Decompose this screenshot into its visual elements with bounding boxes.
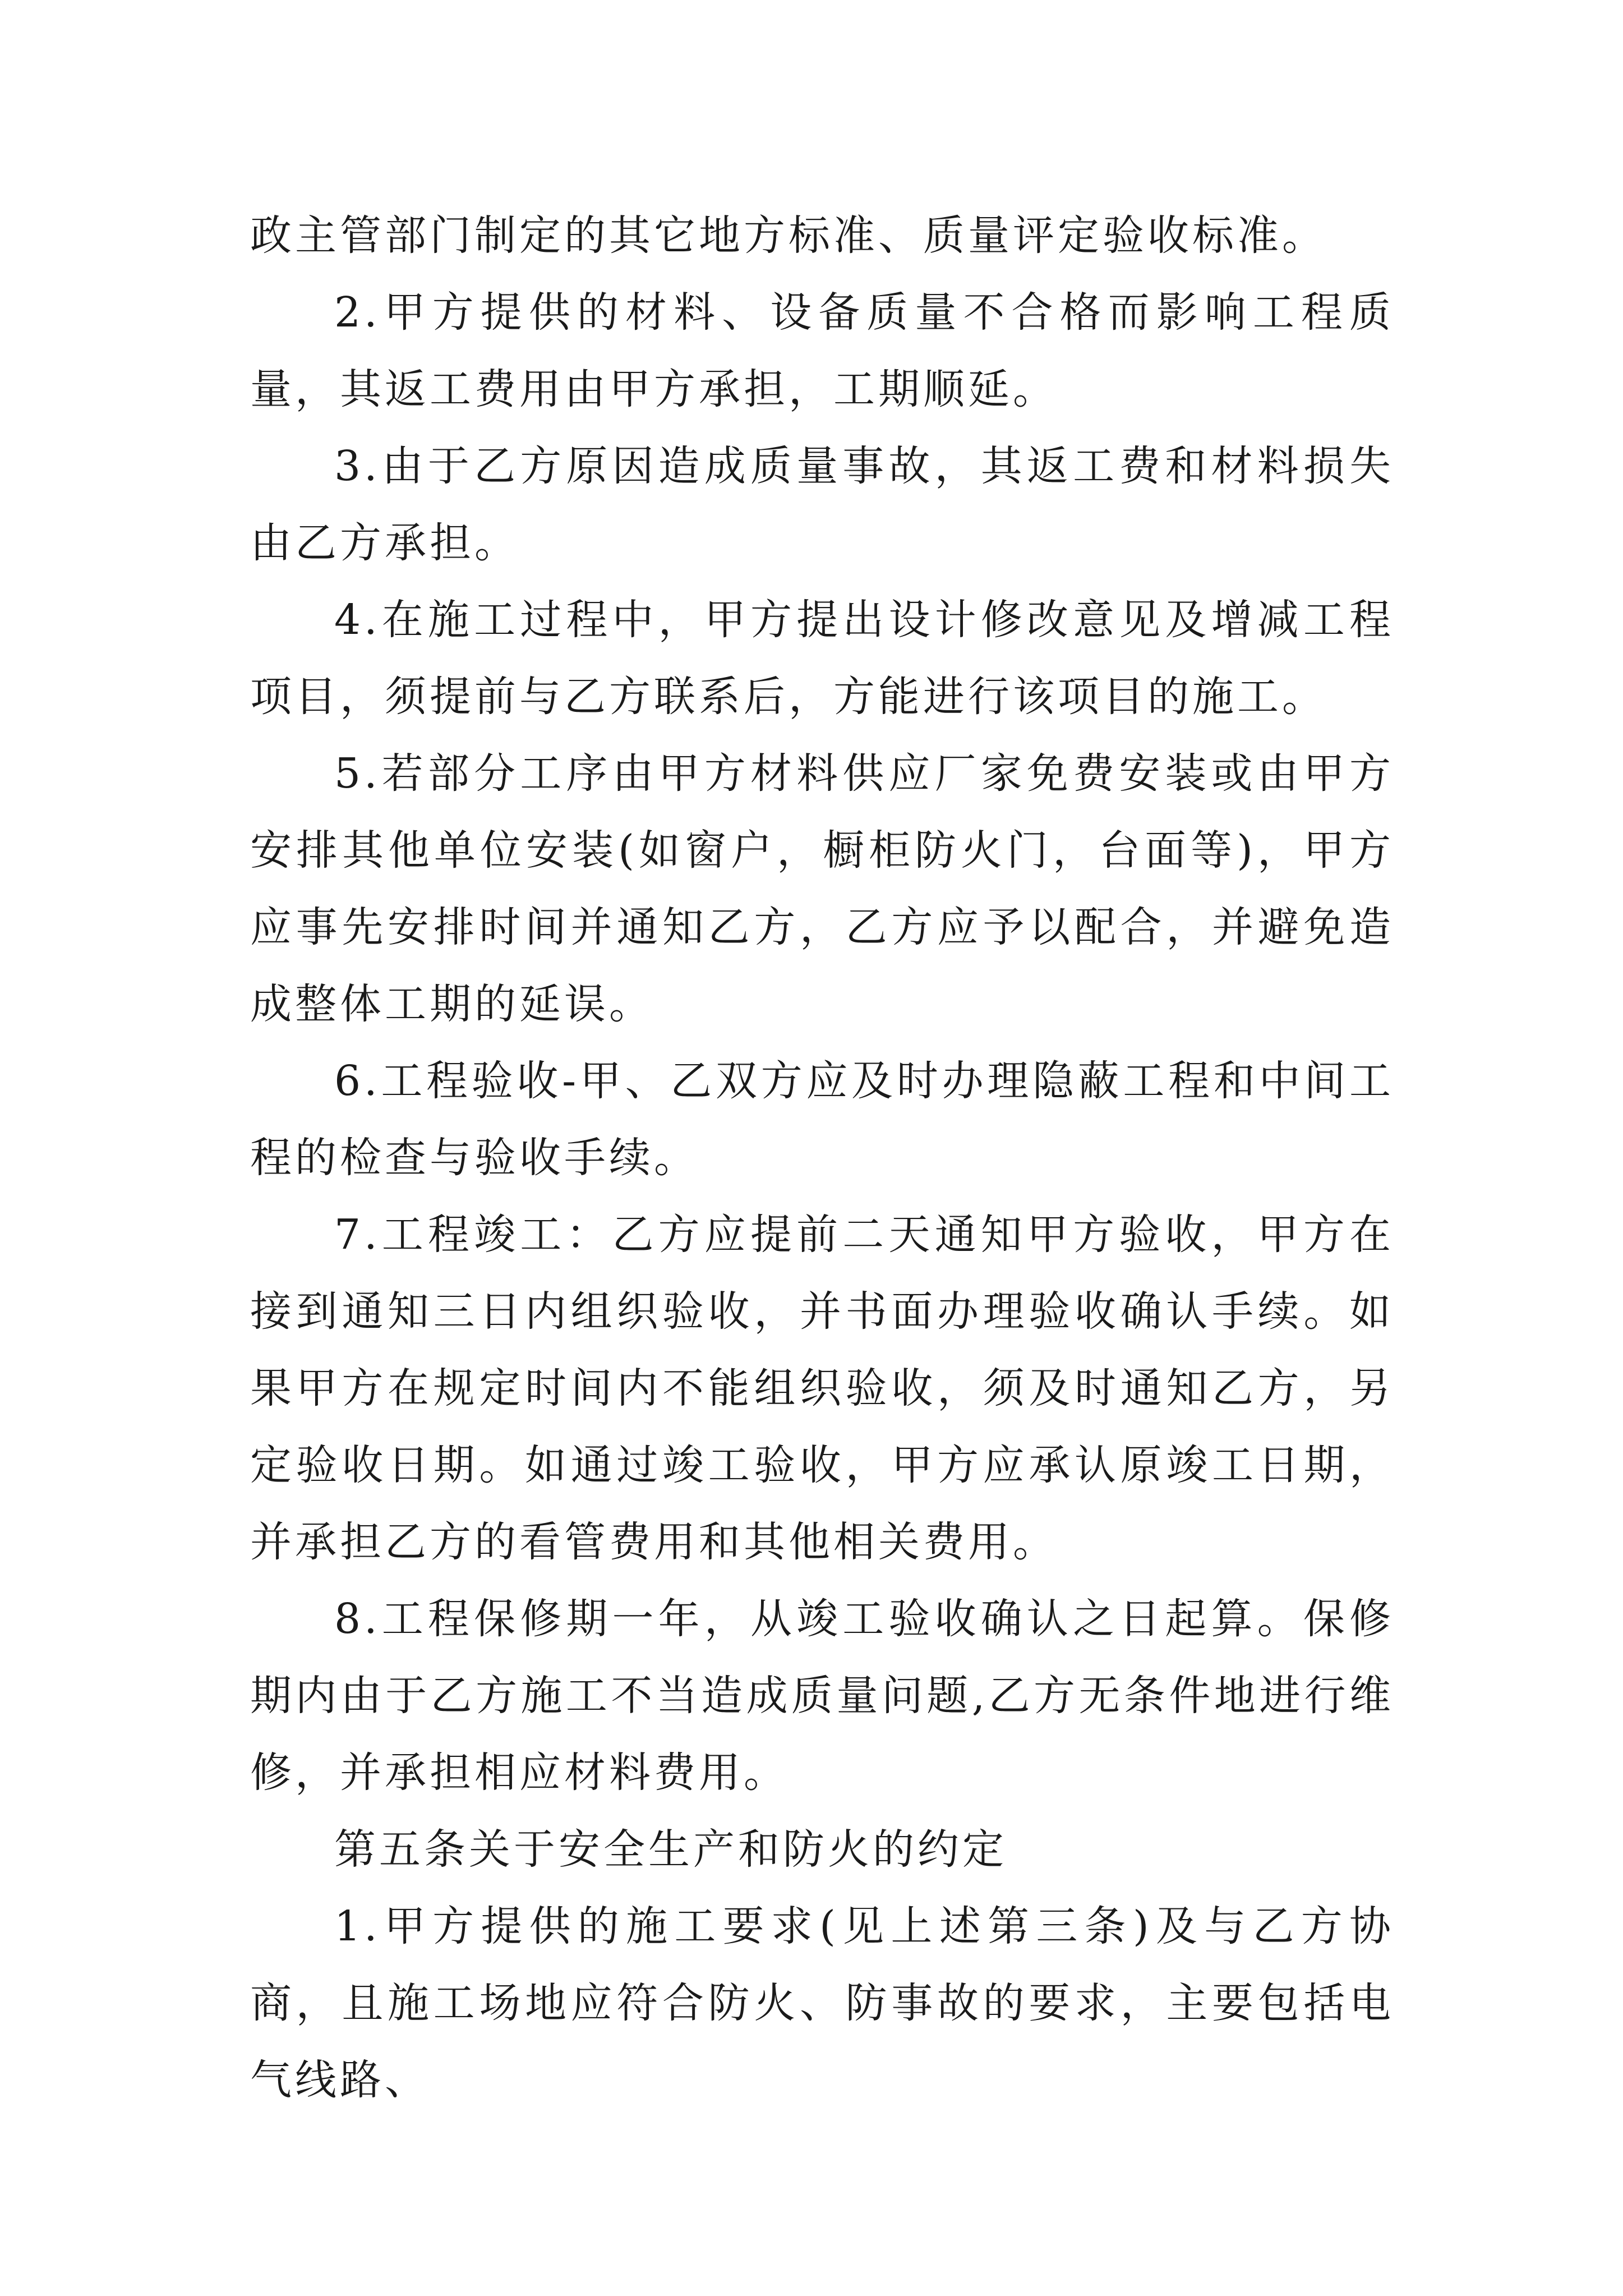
paragraph-7: 7.工程竣工：乙方应提前二天通知甲方验收，甲方在接到通知三日内组织验收，并书面办理验收确认手续。如果甲方在规定时间内不能组织验收，须及时通知乙方，另定验收日期。如通过竣工验收，甲方应承认原竣工日期，并承担乙方的看管费用和其他相关费用。 (250, 1211, 1394, 1566)
paragraph-8: 8.工程保修期一年，从竣工验收确认之日起算。保修期内由于乙方施工不当造成质量问题,乙方无条件地进行维修，并承担相应材料费用。 (250, 1595, 1394, 1797)
paragraph-10: 1.甲方提供的施工要求(见上述第三条)及与乙方协商，且施工场地应符合防火、防事故的要求，主要包括电气线路、 (250, 1902, 1394, 2104)
section-heading: 第五条关于安全生产和防火的约定 (334, 1825, 1007, 1874)
paragraph-4: 4.在施工过程中，甲方提出设计修改意见及增减工程项目，须提前与乙方联系后，方能进行该项目的施工。 (250, 596, 1394, 721)
document-body (250, 197, 1394, 2119)
paragraph-3: 3.由于乙方原因造成质量事故，其返工费和材料损失由乙方承担。 (250, 442, 1394, 567)
paragraph-2: 2.甲方提供的材料、设备质量不合格而影响工程质量，其返工费用由甲方承担，工期顺延。 (250, 288, 1394, 413)
paragraph-6: 6.工程验收-甲、乙双方应及时办理隐蔽工程和中间工程的检查与验收手续。 (250, 1057, 1394, 1182)
paragraph-5: 5.若部分工序由甲方材料供应厂家免费安装或由甲方安排其他单位安装(如窗户，橱柜防火门，台面等)，甲方应事先安排时间并通知乙方，乙方应予以配合，并避免造成整体工期的延误。 (250, 749, 1394, 1028)
paragraph-1: 政主管部门制定的其它地方标准、质量评定验收标准。 (250, 211, 1327, 260)
